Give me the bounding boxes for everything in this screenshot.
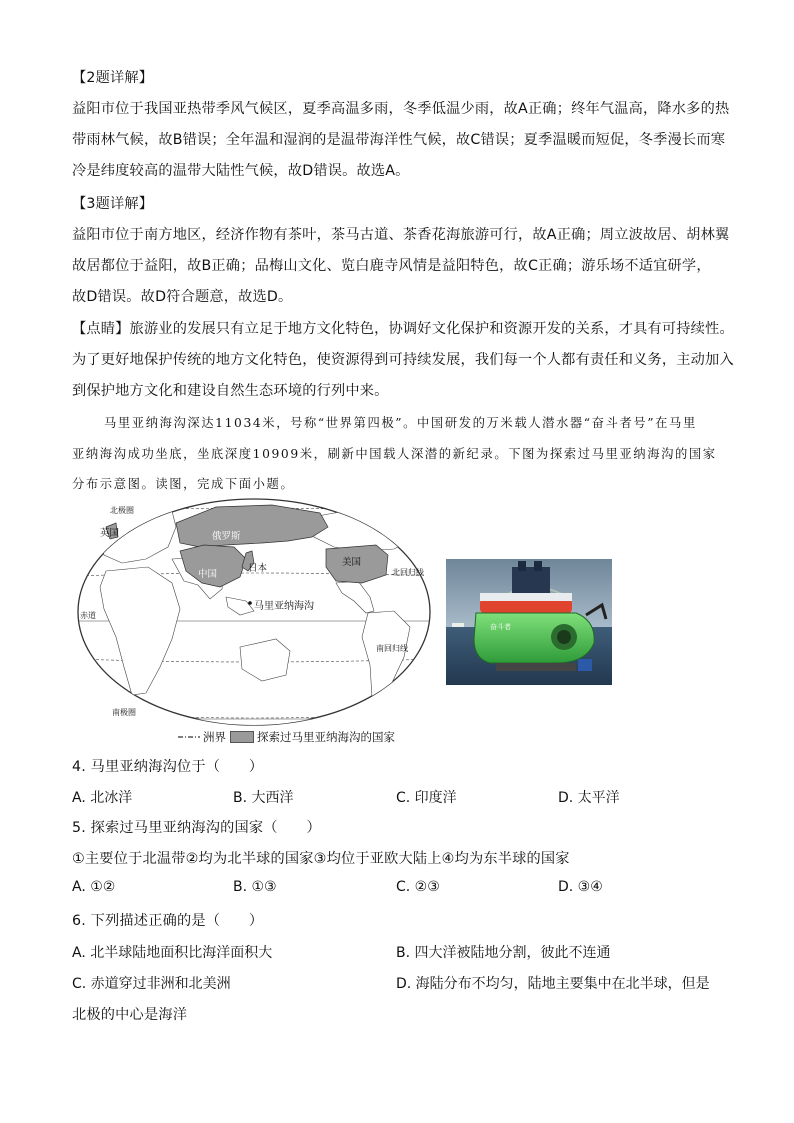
intro-line-3: 分布示意图。读图，完成下面小题。 (72, 477, 295, 491)
q3-heading: 【3题详解】 (72, 196, 154, 212)
world-map (76, 497, 434, 727)
intro-line-2: 亚纳海沟成功坐底，坐底深度10909米，刷新中国载人深潜的新纪录。下图为探索过马里亚纳海沟的国家 (72, 447, 717, 461)
trench-point (248, 601, 252, 605)
map-legend (178, 729, 395, 745)
tip-line-2: 为了更好地保护传统的地方文化特色，使资源得到可持续发展，我们每一个人都有责任和义务，主动加入 (72, 352, 734, 368)
q5-option-c[interactable]: C. ②③ (396, 879, 440, 895)
label-tropic-capricorn: 南回归线 (376, 644, 408, 653)
label-uk: 英国 (100, 528, 120, 539)
tip-line-3: 到保护地方文化和建设自然生态环境的行列中来。 (72, 383, 389, 399)
q5-stem: 5. 探索过马里亚纳海沟的国家（ ） (72, 820, 321, 836)
q4-option-b[interactable]: B. 大西洋 (233, 790, 294, 806)
q2-line-1: 益阳市位于我国亚热带季风气候区，夏季高温多雨，冬季低温少雨，故A正确；终年气温高，降水多的热 (72, 101, 730, 117)
label-equator: 赤道 (80, 611, 96, 620)
q3-line-3: 故D错误。故D符合题意，故选D。 (72, 289, 293, 305)
photo-sub-base (496, 663, 576, 671)
q4-option-a[interactable]: A. 北冰洋 (72, 790, 133, 806)
q5-option-a[interactable]: A. ①② (72, 879, 116, 895)
label-tropic-cancer: 北回归线 (392, 568, 424, 577)
q6-stem: 6. 下列描述正确的是（ ） (72, 913, 264, 929)
q4-option-d[interactable]: D. 太平洋 (558, 790, 620, 806)
legend-explored-label: 探索过马里亚纳海沟的国家 (257, 730, 395, 744)
q2-line-3: 冷是纬度较高的温带大陆性气候，故D错误。故选A。 (72, 163, 410, 179)
submersible-photo (446, 559, 612, 685)
q4-stem: 4. 马里亚纳海沟位于（ ） (72, 759, 264, 775)
q6-option-d[interactable]: D. 海陆分布不均匀，陆地主要集中在北半球，但是 (396, 976, 710, 992)
photo-crane (512, 567, 550, 593)
q3-line-1: 益阳市位于南方地区，经济作物有茶叶，茶马古道、茶香花海旅游可行，故A正确；周立波故居、胡林翼 (72, 227, 730, 243)
label-arctic-circle: 北极圈 (110, 506, 134, 515)
photo-sub-name: 奋斗者 (490, 623, 511, 631)
q5-option-d[interactable]: D. ③④ (558, 879, 603, 895)
q2-line-2: 带雨林气候，故B错误；全年温和湿润的是温带海洋性气候，故C错误；夏季温暖而短促，冬季漫长而寒 (72, 132, 726, 148)
q5-option-b[interactable]: B. ①③ (233, 879, 277, 895)
q6-option-c[interactable]: C. 赤道穿过非洲和北美洲 (72, 976, 231, 992)
legend-boundary-label: 洲界 (203, 730, 226, 744)
label-russia: 俄罗斯 (212, 531, 241, 542)
photo-boat (452, 623, 464, 627)
photo-sub-top (480, 599, 572, 613)
q3-line-2: 故居都位于益阳，故B正确；品梅山文化、览白鹿寺风情是益阳特色，故C正确；游乐场不适宜研学， (72, 258, 711, 274)
explored-legend-swatch (230, 731, 254, 743)
boundary-legend-icon (178, 733, 200, 741)
label-japan: 日本 (248, 563, 268, 574)
tip-line-1: 【点睛】旅游业的发展只有立足于地方文化特色，协调好文化保护和资源开发的关系，才具有可持续性。 (72, 321, 734, 337)
antarctica-landmass (76, 719, 434, 727)
label-antarctic-circle: 南极圈 (112, 708, 136, 717)
q5-statement: ①主要位于北温带②均为北半球的国家③均位于亚欧大陆上④均为东半球的国家 (72, 851, 570, 867)
q4-option-c[interactable]: C. 印度洋 (396, 790, 457, 806)
q6-option-a[interactable]: A. 北半球陆地面积比海洋面积大 (72, 945, 273, 961)
q2-heading: 【2题详解】 (72, 70, 154, 86)
label-china: 中国 (198, 569, 218, 580)
q6-option-d-continuation: 北极的中心是海洋 (72, 1007, 188, 1023)
label-usa: 美国 (342, 557, 362, 568)
label-mariana-trench: 马里亚纳海沟 (254, 601, 314, 612)
intro-line-1: 马里亚纳海沟深达11034米，号称“世界第四极”。中国研发的万米载人潜水器“奋斗者号”在马里 (104, 416, 697, 430)
q6-option-b[interactable]: B. 四大洋被陆地分割，彼此不连通 (396, 945, 611, 961)
